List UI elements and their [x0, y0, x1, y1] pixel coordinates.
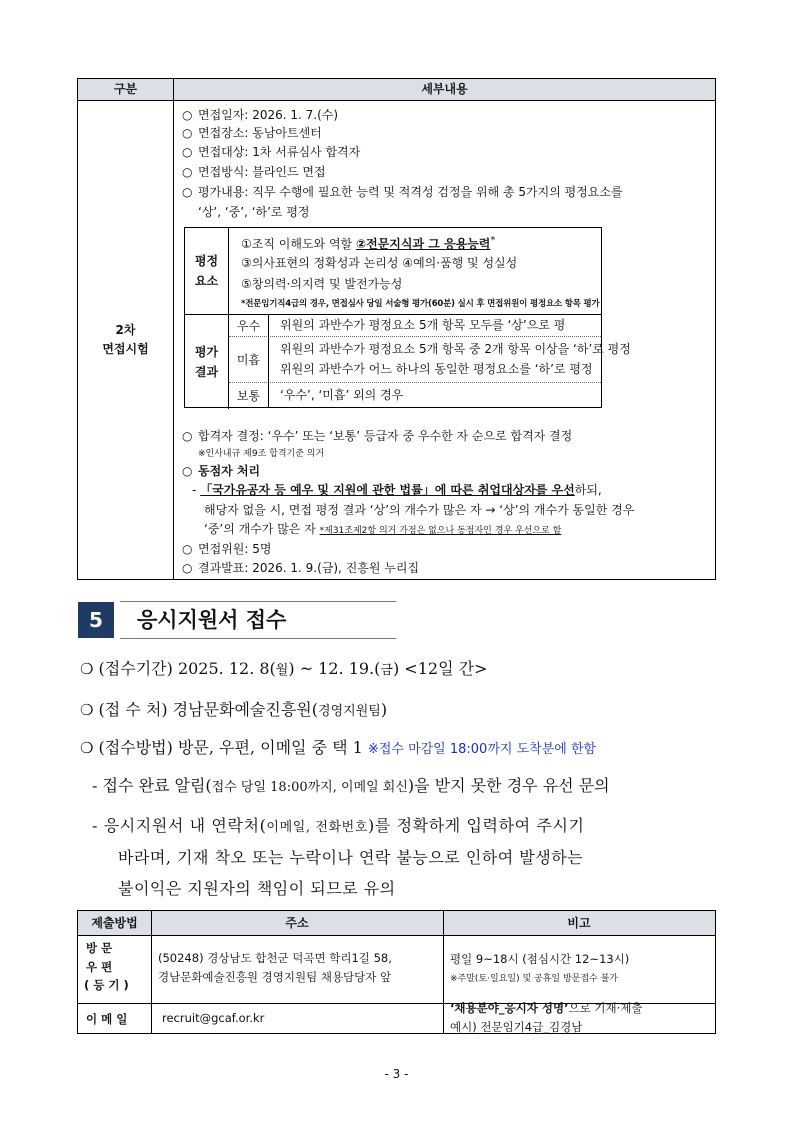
pass-decision: ○ 합격자 결정: ‘우수’ 또는 ‘보통’ 등급자 중 우수한 자 순으로 합격자 결정 [182, 429, 573, 443]
factor-label: 평정 요소 [185, 228, 229, 314]
email-address[interactable]: recruit@gcaf.or.kr [162, 1011, 265, 1025]
interview-method: ○ 면접방식: 블라인드 면접 [182, 165, 326, 179]
tie-title: ○ 동점자 처리 [182, 464, 261, 478]
header-address: 주소 [285, 916, 309, 930]
address-line2: 경남문화예술진흥원 경영지원팀 채용담당자 앞 [158, 970, 392, 984]
grade-normal-desc: ‘우수’, ‘미흡’ 외의 경우 [280, 388, 404, 402]
contact-note-line2: 바라며, 기재 착오 또는 누락이나 연락 불능으로 인하여 발생하는 [118, 848, 584, 867]
method-visit: 방 문 [86, 941, 113, 955]
tie-line3: ‘중’의 개수가 많은 자 *제31조제2항 의거 가점은 없으나 동점자인 경우 우선으로 함 [204, 522, 562, 536]
header-note: 비고 [567, 916, 591, 930]
evaluation-table [184, 227, 631, 408]
factor-line1: ①조직 이해도와 역할 ②전문지식과 그 응용능력* [241, 235, 496, 251]
factor-note: *전문임기직4급의 경우, 면접심사 당일 서술형 평가(60분) 실시 후 면접위원이 평정요소 항목 평가 [241, 299, 600, 309]
category-line2: 면접시험 [102, 342, 149, 356]
interview-date: ○ 면접일자: 2026. 1. 7.(수) [182, 108, 339, 122]
evaluation-content: ○ 평가내용: 직무 수행에 필요한 능력 및 적격성 검정을 위해 총 5가지의 평정요소를 [182, 185, 623, 199]
factor-line3: ⑤창의력·의지력 및 발전가능성 [241, 277, 403, 291]
receipt-method: ❍ (접수방법) 방문, 우편, 이메일 중 택 1 ※접수 마감일 18:00까지 도착분에 한함 [80, 738, 597, 757]
header-details: 세부내용 [421, 82, 468, 96]
receipt-place: ❍ (접 수 처) 경남문화예술진흥원(경영지원팀) [80, 700, 388, 719]
section-title: 응시지원서 접수 [137, 608, 287, 632]
interview-place: ○ 면접장소: 동남아트센터 [182, 126, 322, 140]
submission-header [78, 911, 715, 936]
visit-hours: 평일 9~18시 (점심시간 12~13시) [450, 952, 630, 966]
grade-normal: 보통 [229, 382, 269, 408]
interview-target: ○ 면접대상: 1차 서류심사 합격자 [182, 145, 361, 159]
contact-note-line1: - 응시지원서 내 연락처(이메일, 전화번호)를 정확하게 입력하여 주시기 [92, 816, 585, 835]
result-label: 평가 결과 [185, 314, 229, 409]
visit-hours-note: ※주말(토·일요일) 및 공휴일 방문접수 불가 [450, 974, 618, 984]
contact-note-line3: 불이익은 지원자의 책임이 되므로 유의 [118, 879, 396, 898]
method-email: 이 메 일 [86, 1012, 128, 1026]
email-example: 예시) 전문임기4급_김경남 [450, 1020, 583, 1034]
page-number: - 3 - [384, 1067, 409, 1081]
grade-excellent-desc: 위원의 과반수가 평정요소 5개 항목 모두를 ‘상’으로 평 [280, 318, 566, 332]
section-number: 5 [78, 602, 114, 638]
receipt-confirm-note: - 접수 완료 알림(접수 당일 18:00까지, 이메일 회신)을 받지 못한 경우 유선 문의 [92, 776, 610, 795]
interview-panel: ○ 면접위원: 5명 [182, 542, 272, 556]
email-note: ‘채용분야_응시자 성명’으로 기재·제출 [450, 1001, 643, 1015]
receipt-period: ❍ (접수기간) 2025. 12. 8(월) ~ 12. 19.(금) <12일 간> [80, 659, 488, 678]
grade-insufficient: 미흡 [229, 336, 269, 382]
category-line1: 2차 [115, 323, 136, 337]
pass-note: ※인사내규 제9조 합격기준 의거 [198, 449, 325, 459]
submission-table [77, 910, 716, 1034]
tie-line2: 해당자 없을 시, 면접 평정 결과 ‘상’의 개수가 많은 자 → ‘상’의 개수가 동일한 경우 [204, 503, 635, 517]
tie-line1: - 「국가유공자 등 예우 및 지원에 관한 법률」에 따른 취업대상자를 우선하되, [192, 483, 602, 497]
grade-insufficient-desc1: 위원의 과반수가 평정요소 5개 항목 중 2개 항목 이상을 ‘하’로 평정 [280, 342, 631, 356]
header-category: 구분 [78, 79, 174, 101]
header-method: 제출방법 [91, 916, 138, 930]
table-header [78, 79, 715, 101]
grade-insufficient-desc2: 위원의 과반수가 어느 하나의 동일한 평정요소를 ‘하’로 평정 [280, 362, 593, 376]
result-announcement: ○ 결과발표: 2026. 1. 9.(금), 진흥원 누리집 [182, 561, 420, 575]
address-line1: (50248) 경상남도 합천군 덕곡면 학리1길 58, [158, 951, 392, 965]
category-cell [78, 101, 174, 579]
method-mail-registered: ( 등 기 ) [84, 978, 129, 992]
evaluation-content-line2: ‘상’, ‘중’, ‘하’로 평정 [198, 205, 310, 219]
factor-line2: ③의사표현의 정확성과 논리성 ④예의·품행 및 성실성 [241, 256, 518, 270]
grade-excellent: 우수 [229, 314, 269, 336]
method-mail: 우 편 [86, 960, 113, 974]
